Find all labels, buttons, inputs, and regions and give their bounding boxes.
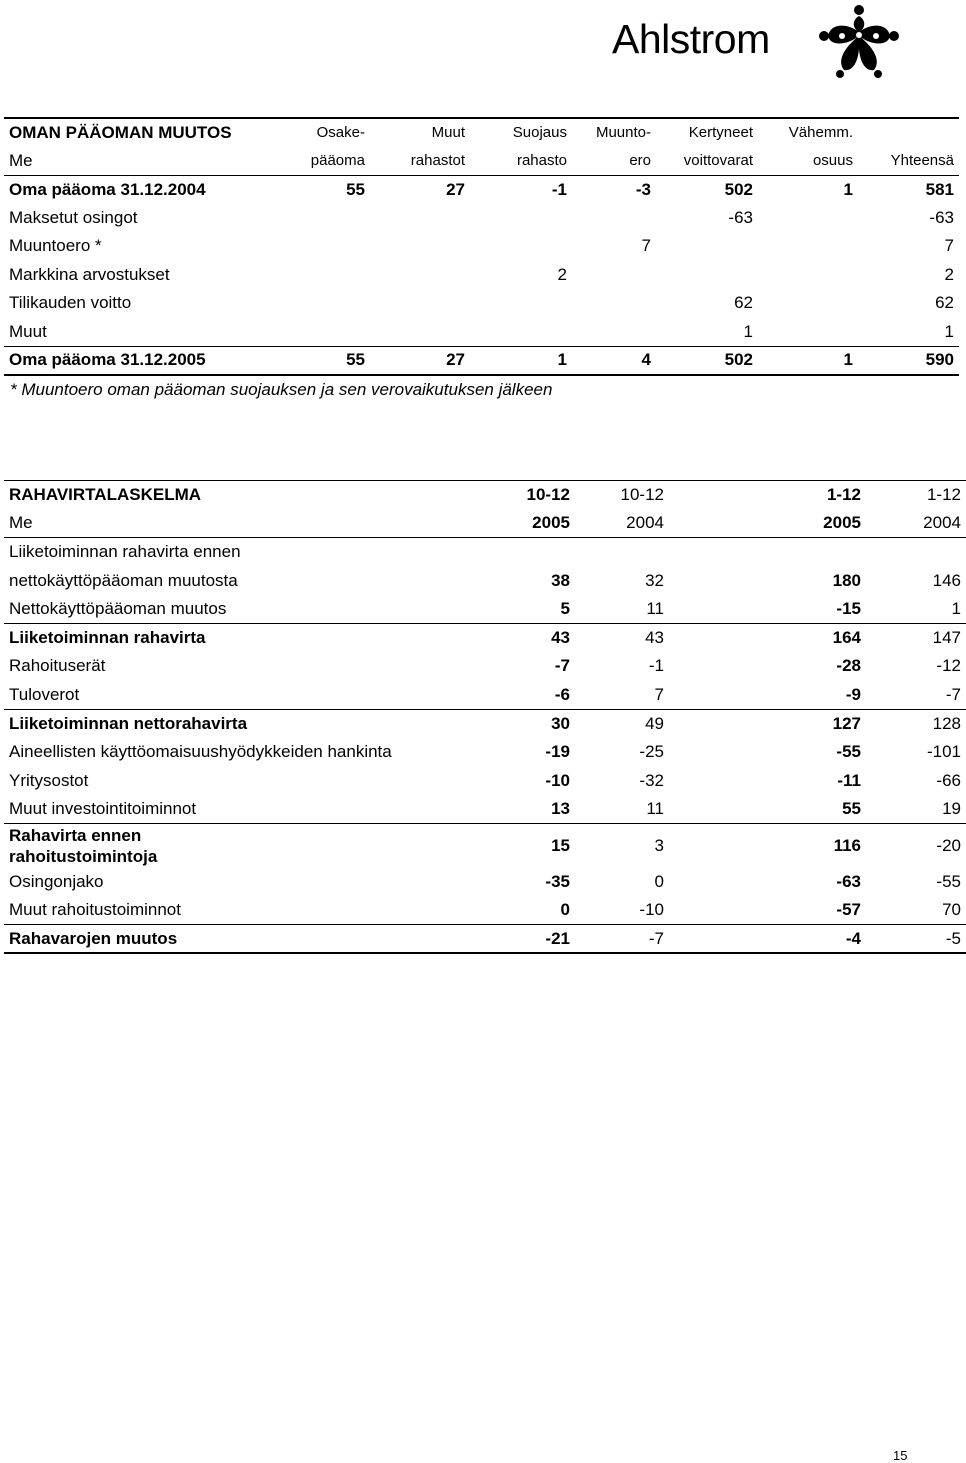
table-row <box>4 538 966 567</box>
cell: 38 <box>551 570 570 590</box>
table-row <box>4 346 959 375</box>
table-row <box>4 204 959 233</box>
cell: -7 <box>945 684 961 704</box>
cell: 128 <box>866 709 966 738</box>
cell: 7 <box>944 236 954 256</box>
cell: -1 <box>648 656 664 676</box>
cell <box>669 538 866 567</box>
col-header: 2005 <box>532 513 570 533</box>
equity-changes-table <box>4 117 959 376</box>
cell <box>266 204 370 233</box>
cell: 1 <box>944 321 954 341</box>
table-row <box>4 738 966 767</box>
cell <box>572 204 656 233</box>
cell: 62 <box>935 293 954 313</box>
col-header: 10-12 <box>481 481 575 510</box>
equity-header-row-2 <box>4 147 959 176</box>
table-row <box>4 681 966 710</box>
row-label: Liiketoiminnan rahavirta <box>4 623 481 652</box>
cell: 43 <box>481 623 575 652</box>
table-row <box>4 261 959 290</box>
cell <box>656 261 758 290</box>
cell: 180 <box>832 570 861 590</box>
row-label: Nettokäyttöpääoman muutos <box>9 598 227 618</box>
cell: 127 <box>669 709 866 738</box>
row-label: Tilikauden voitto <box>9 293 132 313</box>
flower-emblem-icon <box>816 2 902 78</box>
row-label: Tuloverot <box>9 684 80 704</box>
row-label: Muut <box>9 321 47 341</box>
cell: -66 <box>936 770 961 790</box>
cell <box>575 538 669 567</box>
cell: 0 <box>560 900 570 920</box>
cell: 1 <box>470 346 572 375</box>
row-label: Rahoituserät <box>9 656 106 676</box>
cell <box>266 232 370 261</box>
cell: 27 <box>370 346 470 375</box>
cell: 581 <box>858 175 959 204</box>
cell <box>370 261 470 290</box>
cell <box>470 289 572 318</box>
col-header: voittovarat <box>683 152 753 169</box>
cell: -55 <box>936 871 961 891</box>
col-header: 2004 <box>923 513 961 533</box>
row-label: Yritysostot <box>9 770 89 790</box>
cell <box>572 289 656 318</box>
row-label: nettokäyttöpääoman muutosta <box>9 570 238 590</box>
cell: 19 <box>942 799 961 819</box>
cell: 146 <box>932 570 961 590</box>
cell <box>370 232 470 261</box>
row-label: Aineellisten käyttöomaisuushyödykkeiden hankinta <box>9 742 392 762</box>
col-header: Muut <box>370 118 470 147</box>
cell <box>370 318 470 347</box>
table-row <box>4 318 959 347</box>
cell: 15 <box>481 824 575 868</box>
cell: -6 <box>554 684 570 704</box>
table-row <box>4 289 959 318</box>
cell: 2 <box>557 264 567 284</box>
row-label: Oma pääoma 31.12.2004 <box>4 175 266 204</box>
cell: -55 <box>836 742 861 762</box>
cell: 49 <box>575 709 669 738</box>
cell: -7 <box>554 656 570 676</box>
cell: 147 <box>866 623 966 652</box>
table-row <box>4 623 966 652</box>
cell: 5 <box>560 598 570 618</box>
table-row <box>4 709 966 738</box>
table-row <box>4 925 966 954</box>
logo-wordmark: Ahlstrom <box>612 16 770 62</box>
cell: -57 <box>836 900 861 920</box>
table-row <box>4 595 966 624</box>
cell: 1 <box>758 346 858 375</box>
row-label: Muut investointitoiminnot <box>9 799 197 819</box>
cell: -101 <box>926 742 961 762</box>
cell: 1 <box>758 175 858 204</box>
cell: -21 <box>481 925 575 954</box>
col-header: Muunto- <box>572 118 656 147</box>
cell: -25 <box>639 742 664 762</box>
col-header: rahasto <box>516 152 567 169</box>
cell: 2 <box>944 264 954 284</box>
cell <box>758 289 858 318</box>
cell: 7 <box>641 236 651 256</box>
row-label: Liiketoiminnan nettorahavirta <box>4 709 481 738</box>
col-header: Suojaus <box>470 118 572 147</box>
cell: 62 <box>734 293 753 313</box>
cell <box>758 318 858 347</box>
cell: -63 <box>929 207 954 227</box>
col-header: rahastot <box>410 152 465 169</box>
cell: -15 <box>836 598 861 618</box>
table-row <box>4 232 959 261</box>
col-header: Kertyneet <box>656 118 758 147</box>
table-row <box>4 175 959 204</box>
cell <box>370 289 470 318</box>
equity-unit: Me <box>9 150 33 170</box>
table-row <box>4 766 966 795</box>
cell: 1 <box>743 321 753 341</box>
col-header: 1-12 <box>866 481 966 510</box>
col-header <box>858 118 959 147</box>
cashflow-title: RAHAVIRTALASKELMA <box>4 481 481 510</box>
col-header: osuus <box>812 152 853 169</box>
cell: -5 <box>866 925 966 954</box>
col-header: Osake- <box>266 118 370 147</box>
cell: 164 <box>669 623 866 652</box>
cell: 55 <box>266 346 370 375</box>
row-label: Rahavarojen muutos <box>4 925 481 954</box>
cell: 0 <box>654 871 664 891</box>
cell: -12 <box>936 656 961 676</box>
cell: 502 <box>656 175 758 204</box>
row-label <box>4 824 481 868</box>
ahlstrom-logo <box>612 2 902 80</box>
col-header: 1-12 <box>669 481 866 510</box>
cell: 55 <box>842 799 861 819</box>
cell <box>470 204 572 233</box>
row-label: Markkina arvostukset <box>9 264 170 284</box>
col-header: 10-12 <box>575 481 669 510</box>
cell: 11 <box>646 799 664 819</box>
col-header: 2005 <box>823 513 861 533</box>
cell <box>266 261 370 290</box>
cell: -63 <box>728 207 753 227</box>
cashflow-unit: Me <box>9 513 33 533</box>
col-header: Yhteensä <box>890 152 954 169</box>
page-number: 15 <box>893 1448 908 1463</box>
cell: 43 <box>575 623 669 652</box>
cell <box>370 204 470 233</box>
cell: -10 <box>639 900 664 920</box>
cell: -7 <box>575 925 669 954</box>
col-header: ero <box>629 152 651 169</box>
cell: 55 <box>266 175 370 204</box>
cell: -63 <box>836 871 861 891</box>
row-label: Maksetut osingot <box>9 207 138 227</box>
cell <box>758 204 858 233</box>
equity-title: OMAN PÄÄOMAN MUUTOS <box>4 118 266 147</box>
cell <box>470 232 572 261</box>
table-row <box>4 652 966 681</box>
row-label: Liiketoiminnan rahavirta ennen <box>4 538 481 567</box>
cell <box>481 538 575 567</box>
cashflow-header-row-2 <box>4 509 966 538</box>
cell <box>572 318 656 347</box>
table-row <box>4 896 966 925</box>
table-row <box>4 566 966 595</box>
row-label: Oma pääoma 31.12.2005 <box>4 346 266 375</box>
cell <box>266 289 370 318</box>
cell <box>470 318 572 347</box>
equity-header-row-1 <box>4 118 959 147</box>
cell <box>866 538 966 567</box>
cell: 7 <box>654 684 664 704</box>
cell: -10 <box>545 770 570 790</box>
equity-footnote: * Muuntoero oman pääoman suojauksen ja sen verovaikutuksen jälkeen <box>10 380 553 399</box>
cell <box>266 318 370 347</box>
cell: 13 <box>551 799 570 819</box>
cell: -19 <box>545 742 570 762</box>
cell: -32 <box>639 770 664 790</box>
cell: -28 <box>836 656 861 676</box>
row-label-text: Rahavirta ennen rahoitustoimintoja <box>9 825 158 866</box>
cell: 1 <box>951 598 961 618</box>
cell <box>572 261 656 290</box>
cell: -35 <box>545 871 570 891</box>
col-header: pääoma <box>310 152 365 169</box>
cell: 590 <box>858 346 959 375</box>
cell <box>758 232 858 261</box>
col-header: 2004 <box>626 513 664 533</box>
cell: 30 <box>481 709 575 738</box>
cell: -20 <box>866 824 966 868</box>
row-label: Muut rahoitustoiminnot <box>9 900 181 920</box>
cell <box>656 232 758 261</box>
cashflow-header-row-1 <box>4 481 966 510</box>
cell: 70 <box>942 900 961 920</box>
table-row <box>4 824 966 868</box>
cell: -4 <box>669 925 866 954</box>
cell: -9 <box>845 684 861 704</box>
row-label: Osingonjako <box>9 871 104 891</box>
cell: 11 <box>646 598 664 618</box>
cell: 3 <box>575 824 669 868</box>
cell: 4 <box>572 346 656 375</box>
cell: 32 <box>645 570 664 590</box>
table-row <box>4 868 966 897</box>
cell: -1 <box>470 175 572 204</box>
row-label: Muuntoero * <box>9 236 102 256</box>
cell: -11 <box>837 770 861 790</box>
cell: 116 <box>669 824 866 868</box>
cell: -3 <box>572 175 656 204</box>
cashflow-table <box>4 480 966 954</box>
cell: 27 <box>370 175 470 204</box>
cell: 502 <box>656 346 758 375</box>
col-header: Vähemm. <box>758 118 858 147</box>
table-row <box>4 795 966 824</box>
cell <box>758 261 858 290</box>
